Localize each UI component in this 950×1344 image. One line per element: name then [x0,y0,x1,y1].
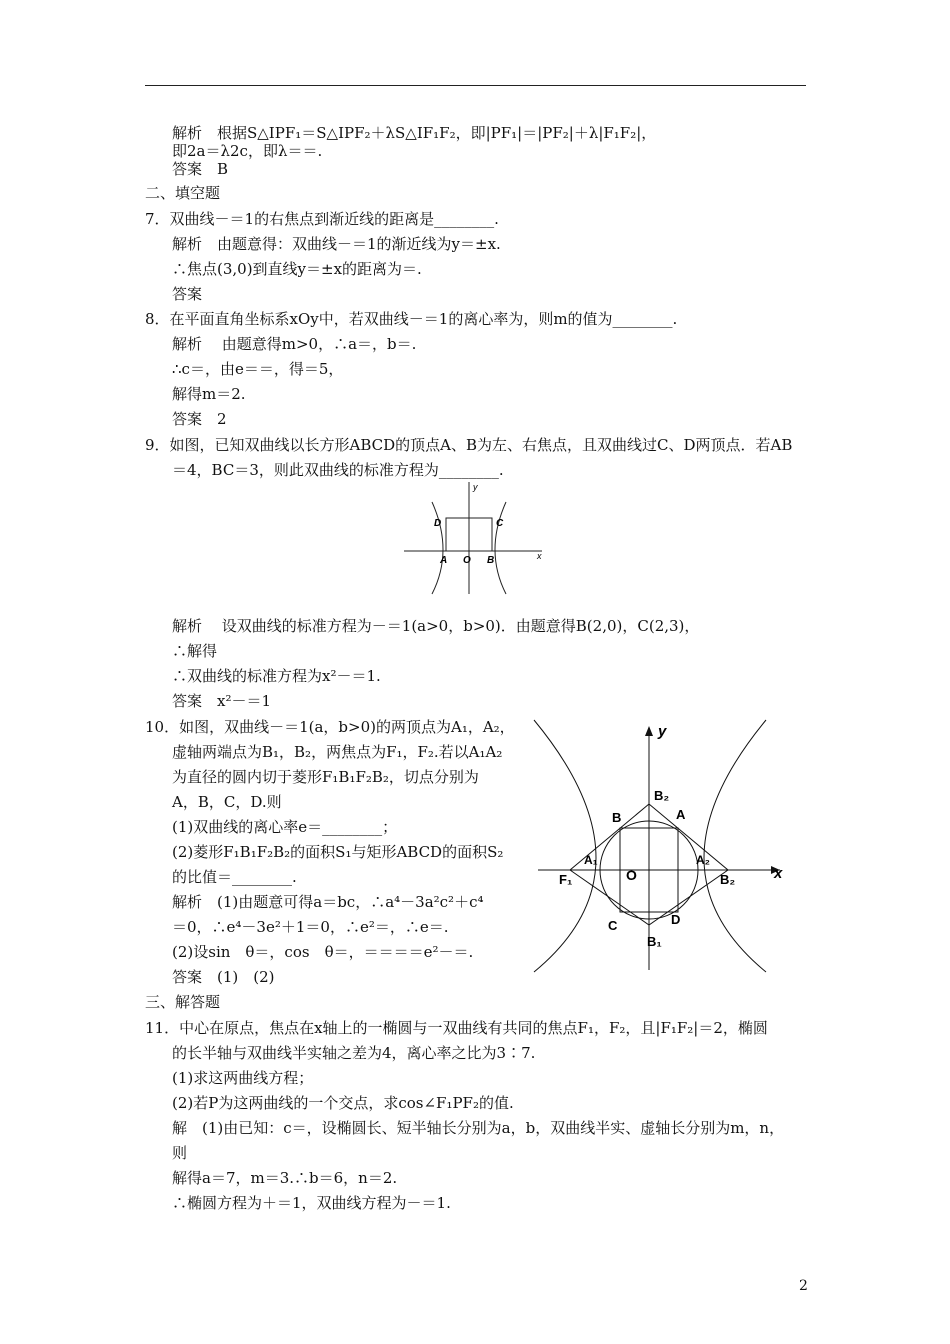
x-axis-label: x [774,865,783,882]
figure-9-hyperbola-rectangle [402,478,552,596]
text-line: ＝4，BC＝3，则此双曲线的标准方程为________. [172,461,504,479]
text-line: 解得a＝7，m＝3.∴b＝6，n＝2. [172,1169,398,1187]
question-7: 7．双曲线－＝1的右焦点到渐近线的距离是________. [145,210,499,228]
text-line: 解析 由题意得m>0，∴a＝，b＝. [172,335,417,353]
text-line: 解得m＝2. [172,385,246,403]
text-line: 解析 根据S△IPF₁＝S△IPF₂＋λS△IF₁F₂，即|PF₁|＝|PF₂|＋λ|F₁F₂|， [172,124,657,142]
text-line: 解析 (1)由题意可得a＝bc，∴a⁴－3a²c²＋c⁴ [172,893,484,911]
point-label: B₂ [720,872,736,887]
text-line: (2)若P为这两曲线的一个交点，求cos∠F₁PF₂的值. [172,1094,514,1112]
text-line: (1)双曲线的离心率e＝________； [172,818,398,836]
text-line: A，B，C，D.则 [172,793,282,811]
y-axis-label: y [473,482,478,492]
text-line: 答案 [172,285,203,303]
y-axis-label: y [658,723,667,740]
point-label: A₂ [696,853,710,867]
text-line: 的长半轴与双曲线半实轴之差为4，离心率之比为3∶7. [172,1044,536,1062]
question-11: 11．中心在原点，焦点在x轴上的一椭圆与一双曲线有共同的焦点F₁，F₂，且|F₁F₂|＝2，椭圆 [145,1019,768,1037]
point-label: D [434,518,442,529]
question-10: 10．如图，双曲线－＝1(a，b>0)的两顶点为A₁，A₂， [145,718,515,736]
text-line: ∴焦点(3,0)到直线y＝±x的距离为＝. [172,260,422,278]
text-line: ∴双曲线的标准方程为x²－＝1. [172,667,381,685]
text-line: (2)菱形F₁B₁F₂B₂的面积S₁与矩形ABCD的面积S₂ [172,843,504,861]
text-line: 的比值＝________. [172,868,297,886]
header-rule [145,85,806,86]
point-label: B₁ [647,934,662,949]
point-label: O [463,555,471,566]
point-label: A₁ [584,853,598,867]
question-8: 8．在平面直角坐标系xOy中，若双曲线－＝1的离心率为，则m的值为________. [145,310,678,328]
point-label: A [676,807,686,822]
figure-10-hyperbola-rhombus [530,718,810,976]
text-line: 答案 x²－＝1 [172,692,272,710]
point-label: F₁ [559,872,573,887]
text-line: 答案 B [172,160,229,178]
point-label: B₂ [654,788,670,803]
page-number: 2 [799,1278,808,1294]
point-label: C [496,518,504,529]
text-line: ∴椭圆方程为＋＝1，双曲线方程为－＝1. [172,1194,451,1212]
text-line: 解 (1)由已知：c＝，设椭圆长、短半轴长分别为a，b，双曲线半实、虚轴长分别为m，n， [172,1119,785,1137]
point-label: C [608,918,618,933]
text-line: ∴解得 [172,642,218,660]
origin-label: O [626,867,637,883]
text-line: 答案 2 [172,410,227,428]
text-line: (1)求这两曲线方程； [172,1069,314,1087]
text-line: ＝0，∴e⁴－3e²＋1＝0，∴e²＝，∴e＝. [172,918,449,936]
point-label: B [487,555,495,566]
point-label: B [612,810,622,825]
text-line: 解析 设双曲线的标准方程为－＝1(a>0，b>0)．由题意得B(2,0)，C(2,3)， [172,617,700,635]
section-heading: 二、填空题 [145,184,221,202]
text-line: 则 [172,1144,188,1162]
point-label: A [440,555,448,566]
text-line: 解析 由题意得：双曲线－＝1的渐近线为y＝±x. [172,235,501,253]
text-line: (2)设sin θ＝，cos θ＝，＝＝＝＝e²－＝. [172,943,474,961]
question-9: 9．如图，已知双曲线以长方形ABCD的顶点A、B为左、右焦点，且双曲线过C、D两顶点．若AB [145,436,793,454]
text-line: 虚轴两端点为B₁，B₂，两焦点为F₁，F₂.若以A₁A₂ [172,743,503,761]
text-line: ∴c＝，由e＝＝，得＝5， [172,360,344,378]
x-axis-label: x [537,551,542,561]
text-line: 即2a＝λ2c，即λ＝＝. [172,142,323,160]
text-line: 为直径的圆内切于菱形F₁B₁F₂B₂，切点分别为 [172,768,479,786]
section-heading: 三、解答题 [145,993,221,1011]
text-line: 答案 (1) (2) [172,968,275,986]
point-label: D [671,912,681,927]
